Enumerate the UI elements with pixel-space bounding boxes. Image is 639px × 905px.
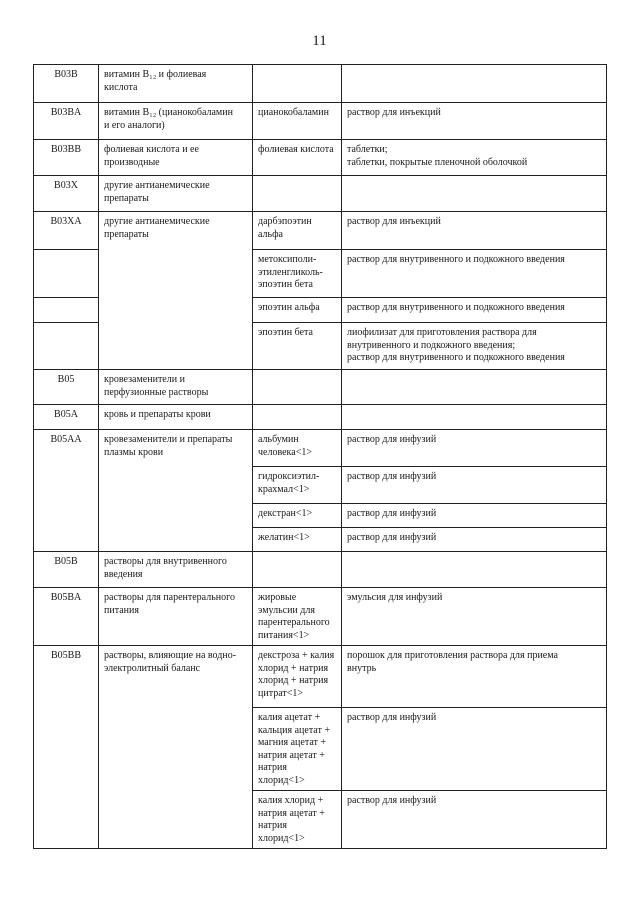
atc-code: B05BA	[34, 588, 99, 646]
substance-name: эпоэтин альфа	[253, 298, 342, 323]
substance-name: метоксиполи- этиленгликоль- эпоэтин бета	[253, 250, 342, 298]
dosage-form: раствор для инфузий	[342, 430, 607, 467]
substance-name: декстран<1>	[253, 504, 342, 528]
dosage-form	[342, 65, 607, 103]
dosage-form: раствор для инфузий	[342, 504, 607, 528]
group-name: витамин B₁₂ (цианокобаламин и его аналоги)	[99, 103, 253, 140]
dosage-form	[342, 405, 607, 430]
atc-code: B03B	[34, 65, 99, 103]
table-row	[34, 65, 607, 103]
substance-name: жировые эмульсии для парентерального питания<1>	[253, 588, 342, 646]
substance-name: калия хлорид + натрия ацетат + натрия хлорид<1>	[253, 791, 342, 849]
substance-name	[253, 370, 342, 405]
substance-name: эпоэтин бета	[253, 323, 342, 370]
substance-name: альбумин человека<1>	[253, 430, 342, 467]
group-name: другие антианемические препараты	[99, 212, 253, 370]
table-row	[34, 176, 607, 212]
atc-code: B03X	[34, 176, 99, 212]
group-name: растворы для внутривенного введения	[99, 552, 253, 588]
atc-code: B05BB	[34, 646, 99, 849]
substance-name	[253, 405, 342, 430]
table-row	[34, 588, 607, 646]
atc-code: B05B	[34, 552, 99, 588]
dosage-form: раствор для инъекций	[342, 103, 607, 140]
group-name: кровезаменители и перфузионные растворы	[99, 370, 253, 405]
substance-name	[253, 552, 342, 588]
dosage-form: раствор для внутривенного и подкожного введения	[342, 250, 607, 298]
dosage-form: раствор для инфузий	[342, 708, 607, 791]
substance-name	[253, 65, 342, 103]
dosage-form: таблетки; таблетки, покрытые пленочной оболочкой	[342, 140, 607, 176]
table-row	[34, 552, 607, 588]
group-name: кровезаменители и препараты плазмы крови	[99, 430, 253, 552]
atc-code-empty	[34, 298, 99, 323]
atc-code: B03BA	[34, 103, 99, 140]
substance-name: декстроза + калия хлорид + натрия хлорид + натрия цитрат<1>	[253, 646, 342, 708]
group-name: кровь и препараты крови	[99, 405, 253, 430]
atc-code-empty	[34, 323, 99, 370]
atc-code: B03XA	[34, 212, 99, 250]
table-row	[34, 370, 607, 405]
group-name: растворы для парентерального питания	[99, 588, 253, 646]
dosage-form	[342, 552, 607, 588]
substance-name: дарбэпоэтин альфа	[253, 212, 342, 250]
dosage-form: лиофилизат для приготовления раствора для внутривенного и подкожного введения; раствор для внутривенного и подкожного введения	[342, 323, 607, 370]
table-row	[34, 212, 607, 250]
group-name: растворы, влияющие на водно- электролитный баланс	[99, 646, 253, 849]
substance-name: гидроксиэтил- крахмал<1>	[253, 467, 342, 504]
atc-code: B05A	[34, 405, 99, 430]
substance-name: калия ацетат + кальция ацетат + магния ацетат + натрия ацетат + натрия хлорид<1>	[253, 708, 342, 791]
table-row	[34, 646, 607, 708]
dosage-form: раствор для инъекций	[342, 212, 607, 250]
atc-code-empty	[34, 250, 99, 298]
group-name: фолиевая кислота и ее производные	[99, 140, 253, 176]
table-row	[34, 140, 607, 176]
substance-name: желатин<1>	[253, 528, 342, 552]
substance-name: цианокобаламин	[253, 103, 342, 140]
substance-name	[253, 176, 342, 212]
atc-code: B05	[34, 370, 99, 405]
table-row	[34, 430, 607, 467]
dosage-form	[342, 370, 607, 405]
page-number: 11	[312, 33, 327, 49]
table-row	[34, 103, 607, 140]
atc-code: B03BB	[34, 140, 99, 176]
dosage-form	[342, 176, 607, 212]
dosage-form: раствор для инфузий	[342, 791, 607, 849]
dosage-form: раствор для инфузий	[342, 467, 607, 504]
substance-name: фолиевая кислота	[253, 140, 342, 176]
table-row	[34, 405, 607, 430]
atc-code: B05AA	[34, 430, 99, 552]
dosage-form: эмульсия для инфузий	[342, 588, 607, 646]
dosage-form: раствор для инфузий	[342, 528, 607, 552]
dosage-form: раствор для внутривенного и подкожного введения	[342, 298, 607, 323]
drug-classification-table	[33, 64, 607, 849]
dosage-form: порошок для приготовления раствора для приема внутрь	[342, 646, 607, 708]
group-name: витамин B₁₂ и фолиевая кислота	[99, 65, 253, 103]
group-name: другие антианемические препараты	[99, 176, 253, 212]
